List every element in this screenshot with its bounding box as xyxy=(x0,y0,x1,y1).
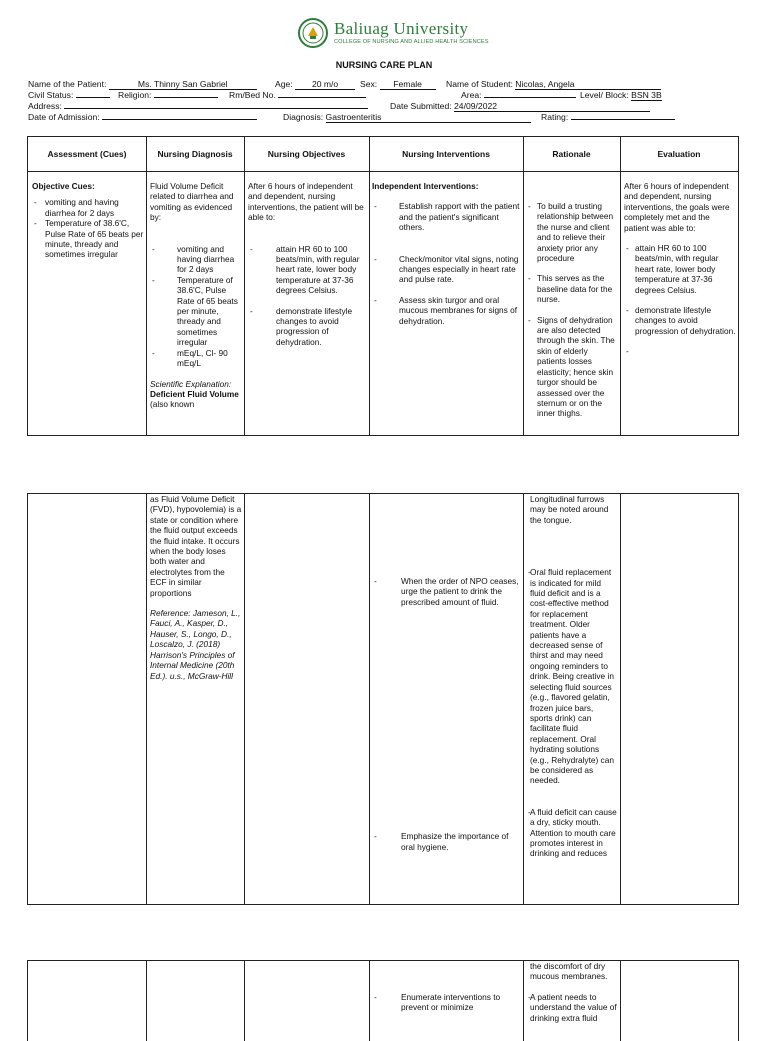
student-label: Name of Student: xyxy=(446,79,513,89)
student-value: Nicolas, Angela xyxy=(515,80,661,90)
rating-value xyxy=(571,119,675,120)
religion-field xyxy=(118,90,218,100)
diagnosis-item: - mEq/L, Cl- 90 mEq/L xyxy=(150,348,243,369)
diagnosis-continued-text: as Fluid Volume Deficit (FVD), hypovolemia) is a state or condition where the fluid output exceeds the fluid intake. It occurs when the body loses both water and electrolytes from the ECF in similar proportions xyxy=(150,494,242,598)
intervention-item: - Check/monitor vital signs, noting changes especially in heart rate and pulse rate. xyxy=(372,254,522,285)
level-label: Level/ Block: xyxy=(580,90,629,100)
header-assessment: Assessment (Cues) xyxy=(47,149,127,159)
college-name: COLLEGE OF NURSING AND ALLIED HEALTH SCIENCES xyxy=(334,39,489,45)
religion-value xyxy=(154,97,218,98)
diagnosis-label: Diagnosis: xyxy=(283,112,324,122)
address-value xyxy=(64,108,368,109)
care-plan-table-page-1 xyxy=(27,136,739,436)
patient-name-label: Name of the Patient: xyxy=(28,79,107,89)
header-interventions: Nursing Interventions xyxy=(402,149,490,159)
header-diagnosis: Nursing Diagnosis xyxy=(157,149,233,159)
rationale-continued-cell xyxy=(526,494,618,859)
document-title: NURSING CARE PLAN xyxy=(335,60,433,70)
student-field xyxy=(446,79,661,90)
objectives-cell xyxy=(248,181,368,347)
rationale-item: - A patient needs to understand the value of drinking extra fluid xyxy=(526,992,618,1023)
level-value: BSN 3B xyxy=(631,90,662,100)
diagnosis-continued-cell xyxy=(150,494,243,681)
date-submitted-value: 24/09/2022 xyxy=(454,102,650,112)
intervention-item: - Establish rapport with the patient and the patient's significant others. xyxy=(372,201,522,232)
university-seal-icon xyxy=(298,18,328,48)
rationale-page3-cell xyxy=(526,961,618,1023)
rationale-item: - This serves as the baseline data for the nurse. xyxy=(526,273,618,304)
evaluation-item: - attain HR 60 to 100 beats/min, with regular heart rate, lower body temperature at 37-36 degrees Celsius. xyxy=(624,243,736,295)
objective-item: - demonstrate lifestyle changes to avoid progression of dehydration. xyxy=(248,306,368,348)
rating-label: Rating: xyxy=(541,112,569,122)
admission-value xyxy=(102,119,257,120)
intervention-item: - Emphasize the importance of oral hygiene. xyxy=(372,831,522,852)
diagnosis-intro: Fluid Volume Deficit related to diarrhea and vomiting as evidenced by: xyxy=(150,181,234,223)
rationale-continued-text: the discomfort of dry mucous membranes. xyxy=(530,961,608,982)
age-label: Age: xyxy=(275,79,293,89)
civil-status-field xyxy=(28,90,110,100)
university-name: Baliuag University xyxy=(334,19,469,38)
age-value: 20 m/o xyxy=(295,80,355,90)
evaluation-intro: After 6 hours of independent and dependent, nursing interventions, the goals were completely met and the patient was able to: xyxy=(624,181,730,233)
reference-text: Reference: Jameson, L., Fauci, A., Kasper, D., Hauser, S., Longo, D., Loscalzo, J. (2018) Harrison's Principles of Internal Medicine (20th Ed.). u.s., McGraw-Hill xyxy=(150,608,241,681)
patient-name-value: Ms. Thinny San Gabriel xyxy=(109,80,257,90)
intervention-item: - Enumerate interventions to prevent or minimize xyxy=(372,992,522,1013)
rmbed-field xyxy=(229,90,366,100)
university-logo xyxy=(298,18,489,52)
civil-status-label: Civil Status: xyxy=(28,90,74,100)
assessment-item: - Temperature of 38.6'C, Pulse Rate of 65 beats per minute, thready and sometimes irregular xyxy=(32,218,144,260)
interventions-cell xyxy=(372,181,522,326)
rationale-item: - A fluid deficit can cause a dry, sticky mouth. Attention to mouth care promotes interest in drinking and reduces xyxy=(526,807,618,859)
rmbed-label: Rm/Bed No. xyxy=(229,90,276,100)
objective-item: - attain HR 60 to 100 beats/min, with regular heart rate, lower body temperature at 37-36 degrees Celsius. xyxy=(248,244,368,296)
admission-label: Date of Admission: xyxy=(28,112,100,122)
rationale-cell xyxy=(526,191,618,419)
sex-value: Female xyxy=(380,80,436,90)
sex-label: Sex: xyxy=(360,79,378,89)
objectives-intro: After 6 hours of independent and dependent, nursing interventions, the patient will be able to: xyxy=(248,181,364,223)
address-field xyxy=(28,101,368,111)
rationale-item: - To build a trusting relationship between the nurse and client and to relieve their anxiety prior any procedure xyxy=(526,201,618,263)
assessment-item: - vomiting and having diarrhea for 2 days xyxy=(32,197,144,218)
sex-field xyxy=(360,79,436,90)
intervention-item: - When the order of NPO ceases, urge the patient to drink the prescribed amount of fluid. xyxy=(372,576,522,607)
care-plan-table-page-2 xyxy=(27,493,739,905)
religion-label: Religion: xyxy=(118,90,152,100)
rationale-item: - Signs of dehydration are also detected through the skin. The skin of elderly patients losses elasticity; hence skin turgor should be assessed over the sternum or on the inner thighs. xyxy=(526,315,618,419)
diagnosis-item: - vomiting and having diarrhea for 2 days xyxy=(150,244,243,275)
intervention-item: - Assess skin turgor and oral mucous membranes for signs of dehydration. xyxy=(372,295,522,326)
diagnosis-field xyxy=(283,112,531,123)
area-label: Area: xyxy=(461,90,482,100)
evaluation-item: - demonstrate lifestyle changes to avoid progression of dehydration. xyxy=(624,305,736,336)
interventions-page3-cell xyxy=(372,992,522,1013)
civil-status-value xyxy=(76,97,110,98)
rationale-item: - Oral fluid replacement is indicated for mild fluid deficit and is a cost-effective method for replacement treatment. Older patients have a decreased sense of thirst and may need ongoing reminders to drink. Being creative in selecting fluid sources (e.g., flavored gelatin, frozen juice bars, sports drink) can facilitate fluid replacement. Oral hydrating solutions (e.g., Rehydralyte) can be considered as needed. xyxy=(526,567,618,786)
independent-interventions-heading: Independent Interventions: xyxy=(372,181,479,191)
rationale-continued-text: Longitudinal furrows may be noted around the tongue. xyxy=(530,494,609,525)
diagnosis-value: Gastroenteritis xyxy=(326,113,531,123)
header-objectives: Nursing Objectives xyxy=(267,149,346,159)
patient-info-row-1 xyxy=(28,79,257,90)
area-value xyxy=(484,97,576,98)
care-plan-table-page-3 xyxy=(27,960,739,1041)
scientific-explanation-text: Deficient Fluid Volume (also known xyxy=(150,388,239,410)
assessment-cell xyxy=(32,181,144,260)
date-submitted-field xyxy=(390,101,650,112)
level-field xyxy=(580,90,662,101)
address-label: Address: xyxy=(28,101,62,111)
rmbed-value xyxy=(278,97,366,98)
scientific-explanation-label: Scientific Explanation: xyxy=(150,378,232,389)
area-field xyxy=(461,90,576,100)
header-evaluation: Evaluation xyxy=(657,149,701,159)
evaluation-cell xyxy=(624,181,736,346)
admission-field xyxy=(28,112,257,122)
interventions-continued-cell xyxy=(372,576,522,852)
date-submitted-label: Date Submitted: xyxy=(390,101,452,111)
diagnosis-cell xyxy=(150,181,243,410)
rating-field xyxy=(541,112,675,122)
diagnosis-item: - Temperature of 38.6'C, Pulse Rate of 65 beats per minute, thready and sometimes irregular xyxy=(150,275,243,348)
header-rationale: Rationale xyxy=(552,149,591,159)
objective-cues-heading: Objective Cues: xyxy=(32,181,95,191)
age-field xyxy=(275,79,355,90)
